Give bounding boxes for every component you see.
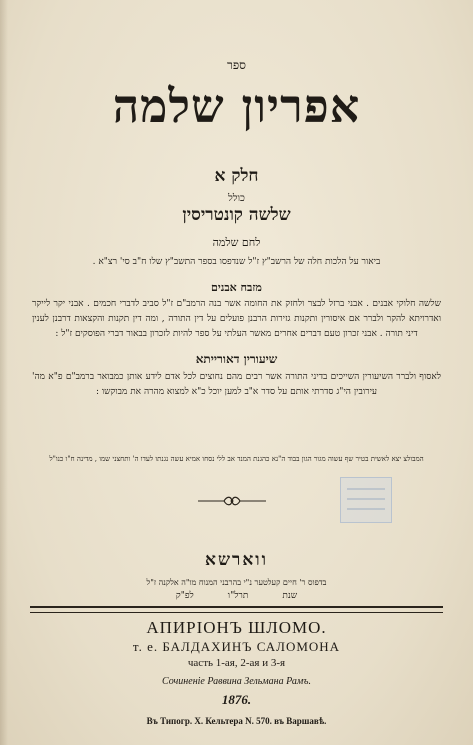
label-lefak: לפ"ק [175,591,194,601]
volume-label: חלק א [214,166,259,186]
book-title-russian: АПИРІОНЪ ШЛОМО. [146,618,327,637]
year-hebrew [0,590,473,601]
year-russian: 1876. [221,692,252,707]
place-warsaw: ווארשא [205,550,268,570]
subtitle-three-treatises: שלשה קונטריסין [182,205,291,225]
section-shiurin: שיעורין דאורייתא [195,352,278,366]
label-shnat: שנת [282,591,298,601]
section-shiurin-description: לאסוף ולברר השיעורין השייכים בדיני התורה אשר רבים מהם נחוצים לכל אדם לידע אותן כמבואר ברמב"ם פ"א מה' עירובין הי"ג סדרתי אותם על סדר א"ב למען יוכל כ"א למצוא מהרה את מבוקשו : [32,372,441,397]
printer-russian: Въ Типогр. Х. Кельтера N. 570. въ Варшавѣ. [146,716,327,726]
year-value: תרל"ו [227,591,249,601]
library-stamp-icon [340,477,392,523]
section-lechem-description: ביאור על הלכות חלה של הרשב"ץ ז"ל שנדפסו בספר התשב"ץ שלו ח"ב סי' רצ"א . [92,257,381,267]
double-rule-divider [30,606,443,613]
book-title-hebrew: אפריון שלמה [112,79,361,133]
approbation-note: המבולצ יצא לאשית בטיר שף עשוה מגור הגון בבוד ה"נא כהגנת המנד אב ללי נסחו אמיא עשה נגנתו לעדו ה' ותחצני שמו , מדינה ח"ו כנו"ל [49,455,424,463]
subtitle-russian: т. е. БАЛДАХИНЪ САЛОМОНА [132,639,341,654]
section-mizbeach-avanim: מזבח אבנים [211,281,262,294]
author-russian: Сочиненіе Раввина Зельмана Рамъ. [162,676,311,687]
section-lechem-shlomo: לחם שלמה [212,236,261,249]
parts-russian: часть 1-ая, 2-ая и 3-я [187,657,286,669]
label-kolel: כולל [228,193,245,204]
printer-hebrew: בדפוס ר' חיים קעלטער נ"י בהרבני המנוח מו"ה אלקנה ז"ל [146,578,327,587]
section-mizbeach-description: שלשה חלוקי אבנים . אבני ברזל לבצר ולחזק את החומה אשר בנה הרמב"ם ז"ל סביב לדברי חכמים . אבני יקר לייקר ואדרויתא להקר ולברר אם איסורין ותקנות גזירות הרבנן פועלים על דין התורה , ומה דין תקנות והקצאות דרבנן לענין דיני תורה . אבני זכרון טעם דברים אחרים מאשר העלתי על ספר להיות לזכרון בבאור דברי הפוסקים ז"ל : [32,299,441,339]
ornament-divider-icon [196,494,268,508]
label-sefer: ספר [226,58,246,72]
